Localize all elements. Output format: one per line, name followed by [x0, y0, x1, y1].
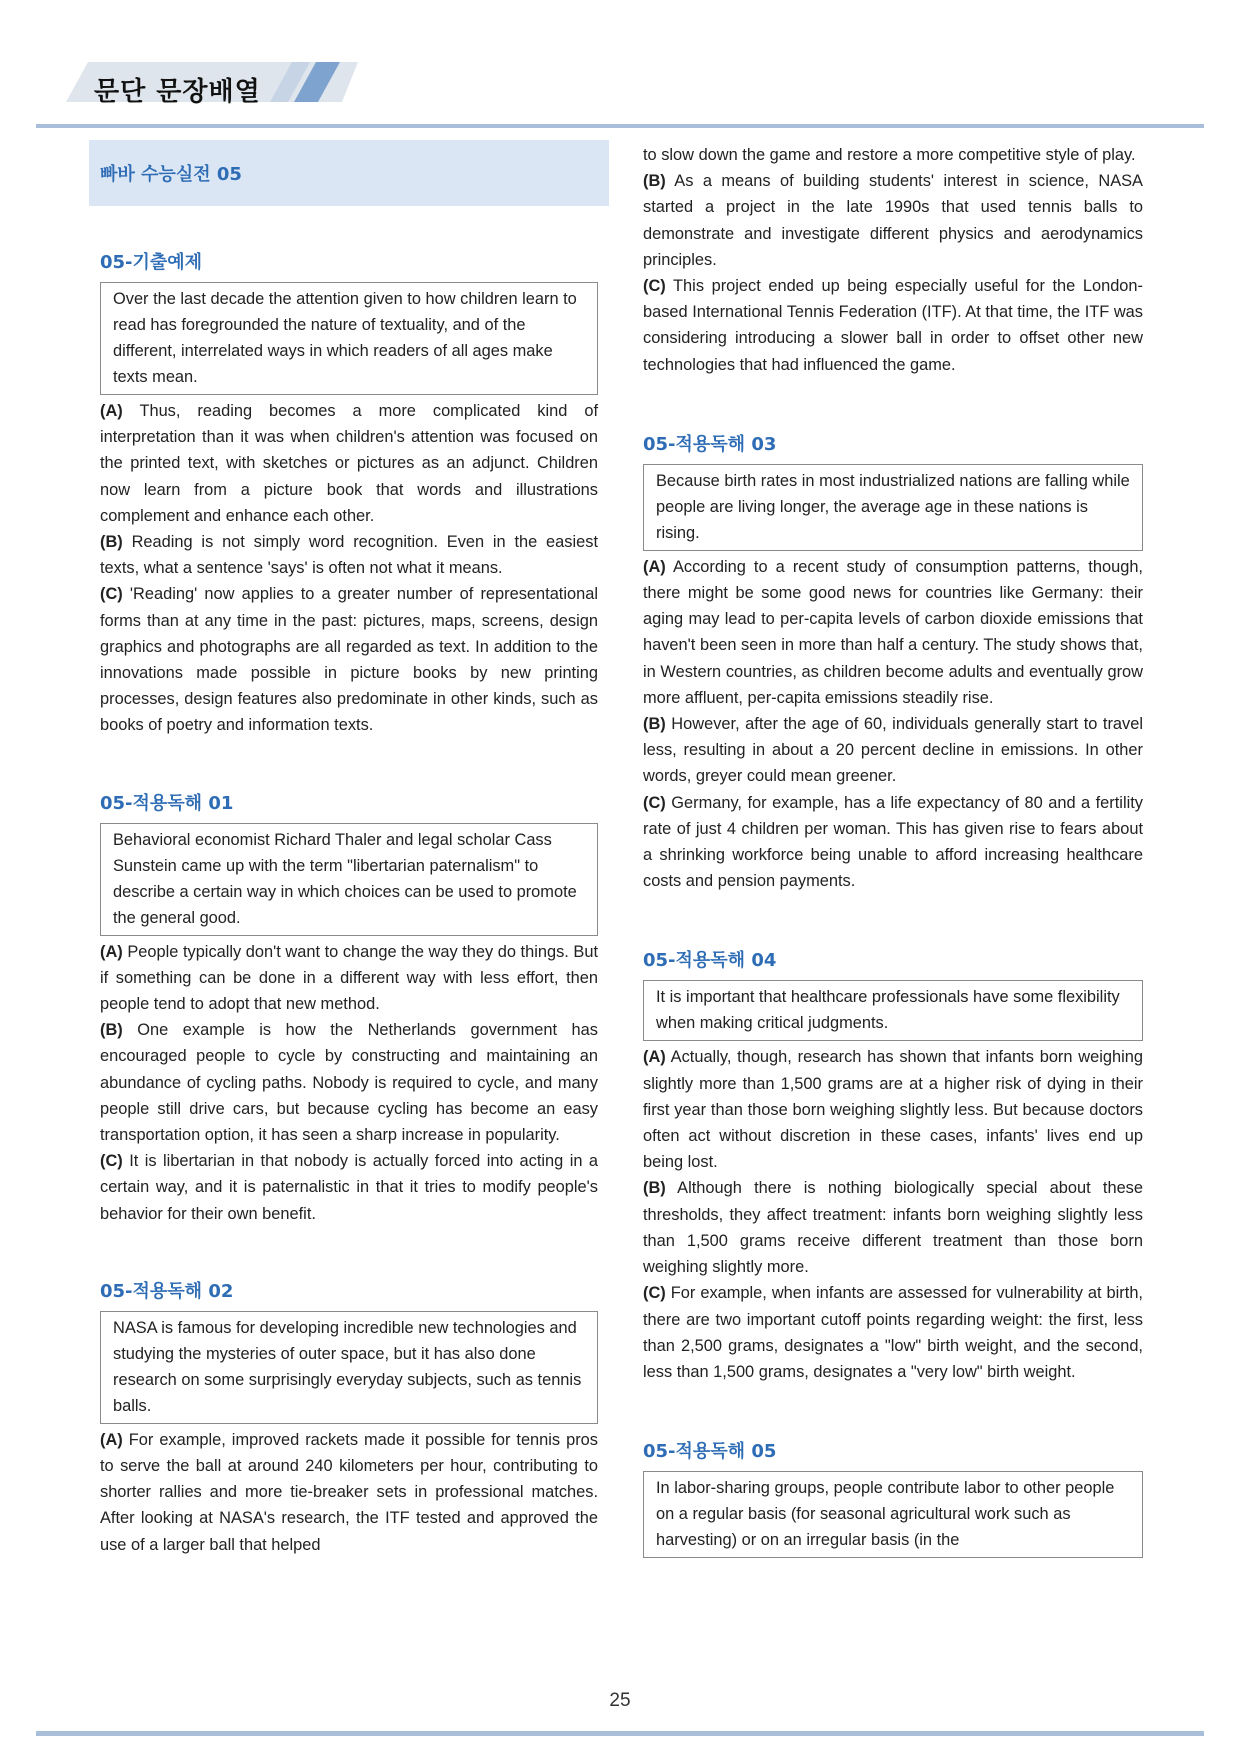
paragraph-c: (C) Germany, for example, has a life expectancy of 80 and a fertility rate of just 4 children per woman. This has given rise to fears about a shrinking workforce being unable to afford increasing healthcare costs and pension payments. [643, 793, 1143, 891]
intro-box: Because birth rates in most industrialized nations are falling while people are living longer, the average age in these nations is rising. [643, 464, 1143, 551]
page-number: 25 [609, 1690, 631, 1711]
paragraph-c: (C) For example, when infants are assessed for vulnerability at birth, there are two important cutoff points regarding weight: the first, less than 2,500 grams, designates a "low" birth weight, and the second, less than 1,500 grams, designates a "very low" birth weight. [643, 1284, 1143, 1381]
section-heading: 05-적용독해 02 [100, 1280, 234, 1302]
header-title: 문단 문장배열 [94, 77, 261, 107]
paragraph-c: (C) 'Reading' now applies to a greater number of representational forms than at any time in the past: pictures, maps, screens, design graphics and photographs are all regarded as text. In addition to the innovations made possible in picture books by new printing processes, design features also predominate in other kinds, such as books of poetry and information texts. [100, 585, 598, 735]
paragraph-a: (A) For example, improved rackets made it possible for tennis pros to serve the ball at around 240 kilometers per hour, contributing to shorter rallies and more tie-breaker sets in professional matches. After looking at NASA's research, the ITF tested and approved the use of a larger ball that helped [100, 1430, 598, 1554]
section-01 [100, 789, 598, 1227]
paragraph-b: (B) Although there is nothing biologically special about these thresholds, they affect treatment: infants born weighing slightly less than 1,500 grams receive different treatment than those born weighing slightly more. [643, 1179, 1143, 1277]
paragraph-b: (B) As a means of building students' interest in science, NASA started a project in the late 1990s that used tennis balls to demonstrate and investigate different physics and aerodynamics principles. [643, 172, 1143, 269]
section-heading: 05-적용독해 01 [100, 792, 234, 814]
section-04 [643, 946, 1143, 1385]
left-column [100, 140, 598, 1558]
paragraph-a: (A) People typically don't want to change the way they do things. But if something can be done in a different way with less effort, then people tend to adopt that new method. [100, 942, 599, 1014]
footer-divider [36, 1731, 1204, 1736]
paragraph-a: (A) Thus, reading becomes a more complicated kind of interpretation than it was when children's attention was focused on the printed text, with sketches or pictures as an adjunct. Children now learn from a picture book that words and illustrations complement and enhance each other. [100, 402, 598, 525]
intro-box: Behavioral economist Richard Thaler and legal scholar Cass Sunstein came up with the term "libertarian paternalism" to describe a certain way in which choices can be used to promote the general good. [100, 823, 598, 936]
paragraph-a: (A) According to a recent study of consumption patterns, though, there might be some good news for countries like Germany: their aging may lead to per-capita levels of carbon dioxide emissions that haven't been seen in more than half a century. The study shows that, in Western countries, as children become adults and eventually grow more affluent, per-capita emissions steadily rise. [643, 557, 1143, 707]
header-divider [36, 124, 1204, 128]
paragraph-b: (B) One example is how the Netherlands government has encouraged people to cycle by constructing and maintaining an abundance of cycling paths. Nobody is required to cycle, and many people still drive cars, but because cycling has become an easy transportation option, it has seen a sharp increase in popularity. [100, 1021, 598, 1145]
intro-box: In labor-sharing groups, people contribute labor to other people on a regular basis (for seasonal agricultural work such as harvesting) or on an irregular basis (in the [643, 1471, 1143, 1558]
section-03 [643, 430, 1143, 895]
paragraph-continuation: to slow down the game and restore a more competitive style of play. [643, 146, 1136, 164]
title-box: 빠바 수능실전 05 [89, 140, 609, 206]
paragraph-c: (C) It is libertarian in that nobody is actually forced into acting in a certain way, and it is paternalistic in that it tries to modify people's behavior for their own benefit. [100, 1152, 598, 1223]
section-heading: 05-기출예제 [100, 252, 203, 273]
section-heading: 05-적용독해 04 [643, 950, 777, 972]
intro-box: Over the last decade the attention given to how children learn to read has foregrounded the nature of textuality, and of the different, interrelated ways in which readers of all ages make texts mean. [100, 282, 598, 395]
intro-box: It is important that healthcare professionals have some flexibility when making critical judgments. [643, 980, 1143, 1041]
paragraph-a: (A) Actually, though, research has shown that infants born weighing slightly more than 1,500 grams are at a higher risk of dying in their first year than those born weighing slightly less. But because doctors often act without discretion in these cases, infants' lives end up being lost. [643, 1048, 1143, 1172]
section-example [100, 248, 598, 739]
section-heading: 05-적용독해 03 [643, 433, 777, 455]
intro-box: NASA is famous for developing incredible new technologies and studying the mysteries of outer space, but it has also done research on some surprisingly everyday subjects, such as tennis balls. [100, 1311, 598, 1424]
section-02 [100, 1277, 598, 1558]
section-05 [643, 1437, 1143, 1558]
paragraph-b: (B) However, after the age of 60, individuals generally start to travel less, resulting in about a 20 percent decline in emissions. In other words, greyer could mean greener. [643, 715, 1143, 786]
right-column [643, 142, 1143, 1561]
paragraph-c: (C) This project ended up being especially useful for the London-based International Tennis Federation (ITF). At that time, the ITF was considering introducing a slower ball in order to offset other new technologies that had influenced the game. [643, 277, 1143, 374]
paragraph-b: (B) Reading is not simply word recognition. Even in the easiest texts, what a sentence 'says' is often not what it means. [100, 533, 598, 578]
section-heading: 05-적용독해 05 [643, 1441, 777, 1463]
